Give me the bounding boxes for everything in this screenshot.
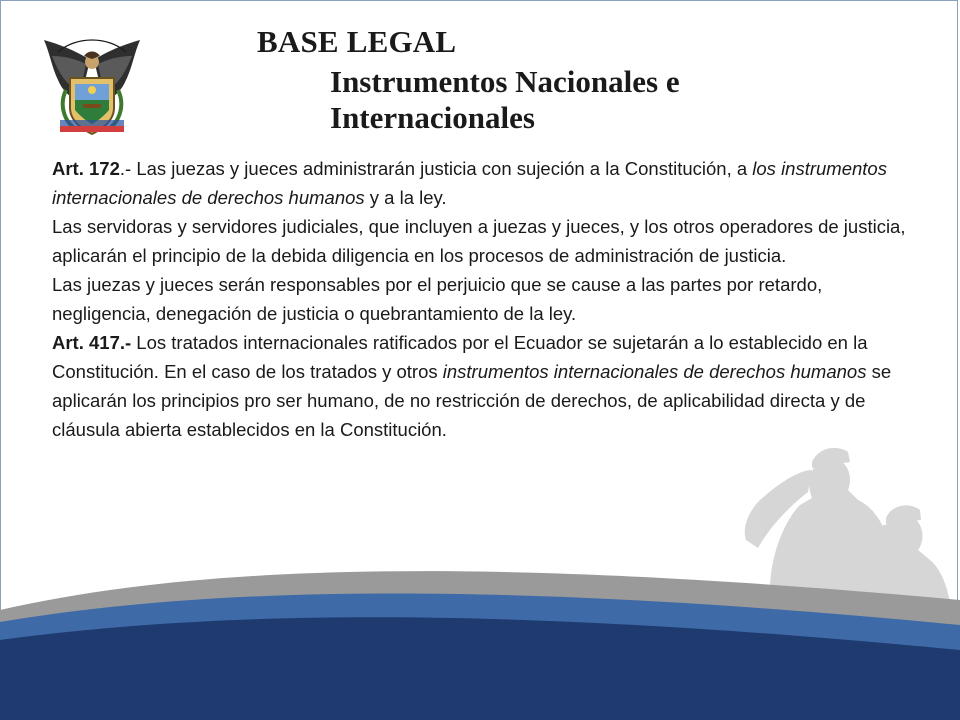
art-172-text-b: y a la ley. — [364, 187, 447, 208]
police-crest-icon — [40, 30, 144, 138]
art-417-text-italic: instrumentos internacionales de derechos humanos — [442, 361, 867, 382]
art-172-label: Art. 172 — [52, 158, 120, 179]
art-417-paragraph — [52, 328, 912, 444]
art-172-paragraph-2: Las servidoras y servidores judiciales, que incluyen a juezas y jueces, y los otros operadores de justicia, aplicarán el principio de la debida diligencia en los procesos de administración de justicia. — [52, 216, 906, 266]
slide-title: BASE LEGAL — [257, 24, 457, 59]
legal-articles — [52, 154, 912, 444]
subtitle-line-1: Instrumentos Nacionales e — [330, 64, 680, 99]
art-172-paragraph-3: Las juezas y jueces serán responsables por el perjuicio que se cause a las partes por retardo, negligencia, denegación de justicia o quebrantamiento de la ley. — [52, 274, 823, 324]
art-417-text-a: Los tratados internacionales ratificados por el Ecuador se sujetarán a lo establecido en la Constitución. En el caso de los tratados y otros — [52, 332, 868, 382]
slide-subtitle — [330, 64, 830, 136]
art-417-text-b: se aplicarán los principios pro ser humano, de no restricción de derechos, de aplicabilidad directa y de cláusula abierta establecidos en la Constitución. — [52, 361, 892, 440]
art-172-text-a: .- Las juezas y jueces administrarán justicia con sujeción a la Constitución, a — [119, 158, 753, 179]
police-crest-logo — [40, 30, 144, 138]
art-172-text-italic: los instrumentos internacionales de derechos humanos — [52, 158, 887, 208]
art-417-label: Art. 417.- — [52, 332, 132, 353]
subtitle-line-2: Internacionales — [330, 100, 535, 135]
art-172-paragraph-1 — [52, 154, 912, 212]
